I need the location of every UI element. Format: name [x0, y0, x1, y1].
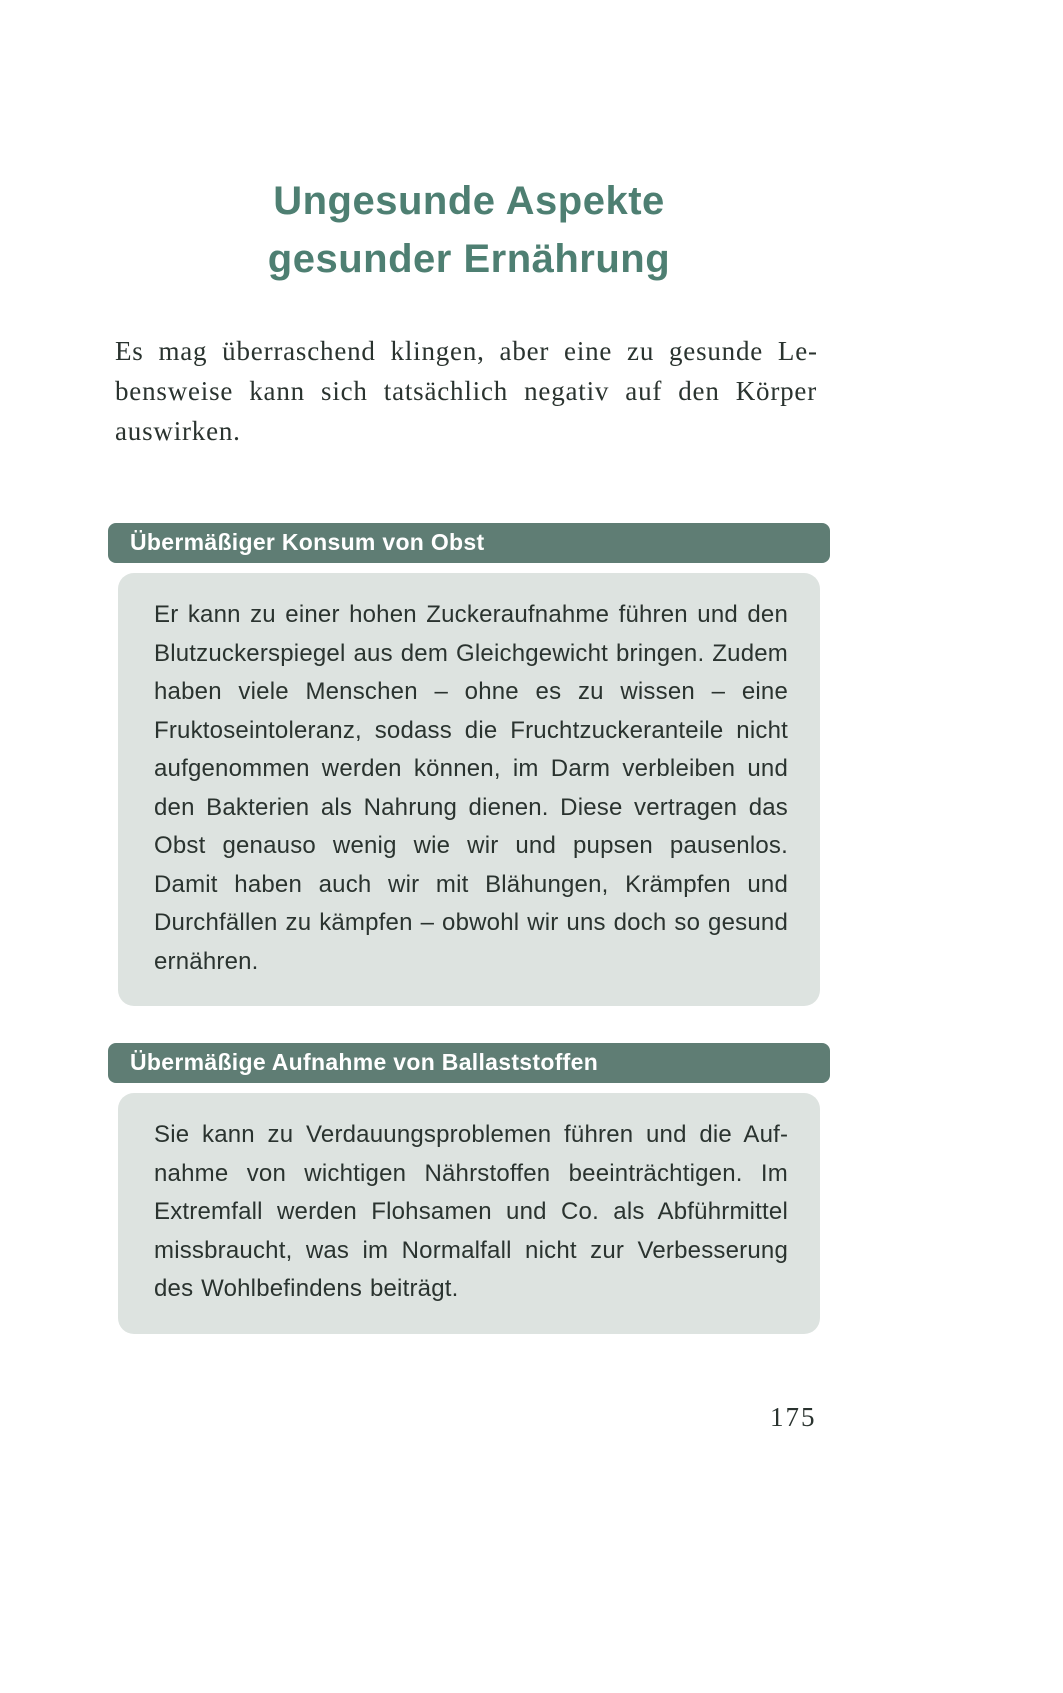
section-heading-text: Übermäßiger Konsum von Obst — [130, 529, 485, 555]
section-heading-text: Übermäßige Aufnahme von Ballaststoffen — [130, 1049, 599, 1075]
section-body-box — [118, 1093, 820, 1334]
section-body-box — [118, 573, 820, 1006]
section-body-text: Er kann zu einer hohen Zuckeraufnahme führen und den Blutzuckerspiegel aus dem Gleichgewicht bringen. Zudem haben viele Menschen – ohne es zu wissen – eine Fruktoseintoleranz, sodass die Fruchtzuckeranteile nicht aufgenommen werden können, im Darm verbleiben und den Bakterien als Nahrung dienen. Diese vertragen das Obst genauso wenig wie wir und pupsen pausenlos. Damit haben auch wir mit Blähungen, Krämpfen und Durchfällen zu kämpfen – obwohl wir uns doch so gesund ernähren. — [154, 601, 788, 975]
section-body-text: Sie kann zu Verdauungsproblemen führen und die Aufnahme von wichtigen Nährstoffen beeinträchtigen. Im Extremfall werden Flohsamen und Co. als Abführmittel missbraucht, was im Normalfall nicht zur Verbesserung des Wohlbefindens beiträgt. — [154, 1121, 788, 1302]
section-heading-bar — [108, 1043, 830, 1083]
section-aufnahme-von-ballaststoffen — [108, 1043, 830, 1334]
page-title — [108, 172, 830, 288]
page-title-line-1: Ungesunde Aspekte — [273, 179, 665, 223]
page-number: 175 — [770, 1402, 817, 1432]
section-heading-bar — [108, 523, 830, 563]
intro-paragraph: Es mag überraschend klingen, aber eine zu gesunde Lebensweise kann sich tatsächlich negativ auf den Körper auswirken. — [115, 336, 817, 446]
page-title-line-2: gesunder Ernährung — [267, 237, 671, 281]
section-konsum-von-obst — [108, 523, 830, 1006]
